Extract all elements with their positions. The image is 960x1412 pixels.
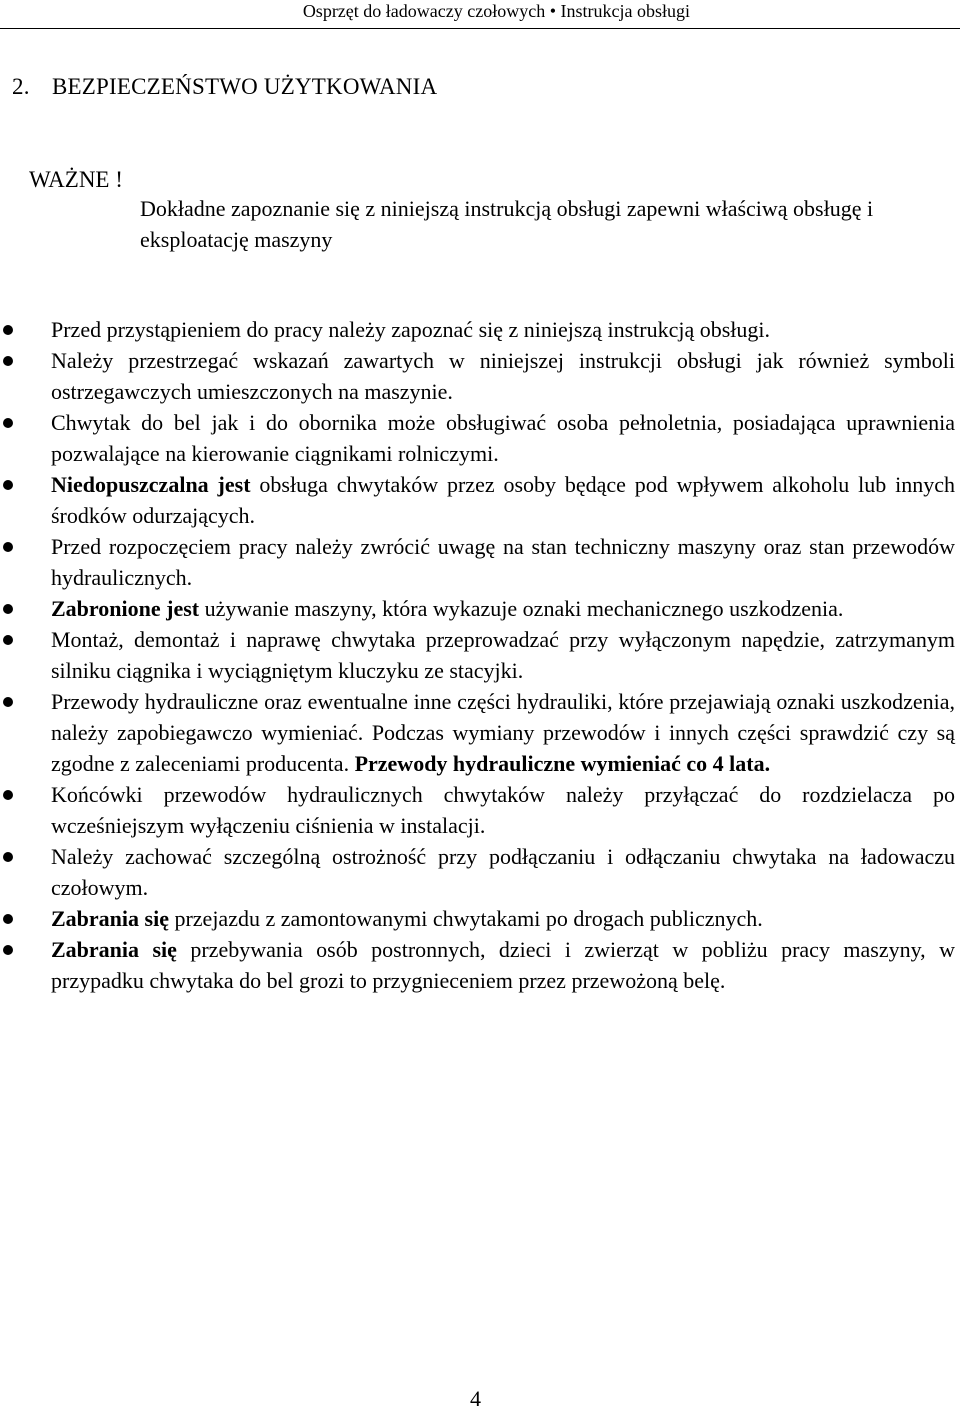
safety-rule bbox=[0, 934, 955, 996]
section-title bbox=[12, 72, 437, 102]
header-rule bbox=[0, 28, 960, 29]
bullet-icon bbox=[3, 914, 13, 924]
rule-text: Montaż, demontaż i naprawę chwytaka przeprowadzać przy wyłączonym napędzie, zatrzymanym silniku ciągnika i wyciągniętym kluczyku ze stacyjki. bbox=[51, 627, 955, 683]
rule-emphasis: Zabrania się bbox=[51, 906, 169, 931]
running-header: Osprzęt do ładowaczy czołowych • Instrukcja obsługi bbox=[302, 1, 690, 21]
rule-emphasis: Zabrania się bbox=[51, 937, 177, 962]
rule-text: Przewody hydrauliczne oraz ewentualne inne części hydrauliki, które przejawiają oznaki uszkodzenia, należy zapobiegawczo wymieniać. Podczas wymiany przewodów i innych części sprawdzić czy są zgodne z zaleceniami producenta. bbox=[51, 689, 955, 776]
safety-rule bbox=[0, 407, 955, 469]
rule-text: Należy przestrzegać wskazań zawartych w niniejszej instrukcji obsługi jak również symboli ostrzegawczych umieszczonych na maszynie. bbox=[51, 348, 955, 404]
section-number: 2. bbox=[12, 74, 30, 99]
safety-rule bbox=[0, 686, 955, 779]
bullet-icon bbox=[3, 852, 13, 862]
bullet-icon bbox=[3, 604, 13, 614]
bullet-icon bbox=[3, 945, 13, 955]
safety-rule bbox=[0, 779, 955, 841]
page-number: 4 bbox=[470, 1386, 481, 1411]
rule-text: Przed przystąpieniem do pracy należy zapoznać się z niniejszą instrukcją obsługi. bbox=[51, 317, 771, 342]
rule-emphasis: Zabronione jest bbox=[51, 596, 200, 621]
safety-rule bbox=[0, 624, 955, 686]
rule-text: przejazdu z zamontowanymi chwytakami po drogach publicznych. bbox=[168, 906, 763, 931]
safety-rule bbox=[0, 531, 955, 593]
rule-text: Końcówki przewodów hydraulicznych chwytaków należy przyłączać do rozdzielacza po wcześniejszym wyłączeniu ciśnienia w instalacji. bbox=[51, 782, 955, 838]
safety-rule bbox=[0, 841, 955, 903]
important-text: Dokładne zapoznanie się z niniejszą instrukcją obsługi zapewni właściwą obsługę i eksploatację maszyny bbox=[140, 196, 874, 252]
bullet-icon bbox=[3, 697, 13, 707]
important-label: WAŻNE ! bbox=[29, 167, 123, 192]
safety-rule bbox=[0, 903, 955, 934]
rule-emphasis: Niedopuszczalna jest bbox=[51, 472, 251, 497]
bullet-icon bbox=[3, 480, 13, 490]
bullet-icon bbox=[3, 418, 13, 428]
safety-rule bbox=[0, 469, 955, 531]
safety-rule bbox=[0, 345, 955, 407]
rule-text: Chwytak do bel jak i do obornika może obsługiwać osoba pełnoletnia, posiadająca uprawnienia pozwalające na kierowanie ciągnikami rolniczymi. bbox=[51, 410, 955, 466]
section-title-text: BEZPIECZEŃSTWO UŻYTKOWANIA bbox=[52, 74, 438, 99]
bullet-icon bbox=[3, 325, 13, 335]
bullet-icon bbox=[3, 790, 13, 800]
safety-rule bbox=[0, 593, 955, 624]
rule-text: Przed rozpoczęciem pracy należy zwrócić uwagę na stan techniczny maszyny oraz stan przewodów hydraulicznych. bbox=[51, 534, 955, 590]
bullet-icon bbox=[3, 356, 13, 366]
bullet-icon bbox=[3, 635, 13, 645]
safety-rules-list bbox=[0, 314, 955, 996]
rule-text: używanie maszyny, która wykazuje oznaki mechanicznego uszkodzenia. bbox=[199, 596, 844, 621]
bullet-icon bbox=[3, 542, 13, 552]
rule-emphasis-tail: Przewody hydrauliczne wymieniać co 4 lata. bbox=[354, 751, 771, 776]
rule-text: obsługa chwytaków przez osoby będące pod wpływem alkoholu lub innych środków odurzających. bbox=[51, 472, 956, 528]
rule-text: Należy zachować szczególną ostrożność przy podłączaniu i odłączaniu chwytaka na ładowaczu czołowym. bbox=[51, 844, 955, 900]
safety-rule bbox=[0, 314, 955, 345]
rule-text: przebywania osób postronnych, dzieci i zwierząt w pobliżu pracy maszyny, w przypadku chwytaka do bel grozi to przygnieceniem przez przewożoną belę. bbox=[51, 937, 955, 993]
